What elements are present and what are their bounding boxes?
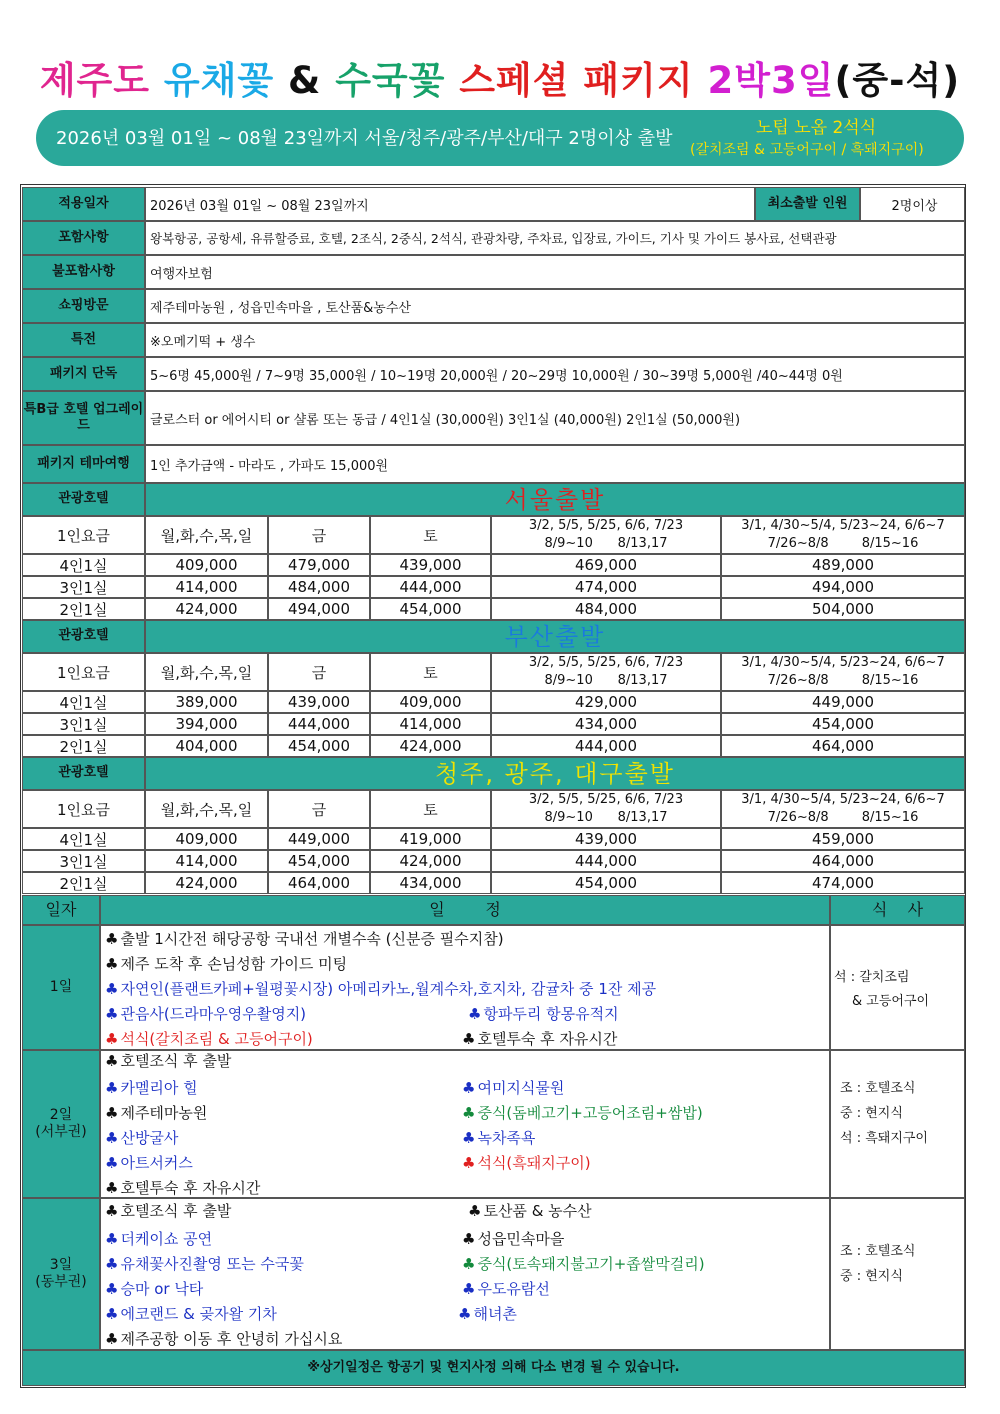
price-cell: 414,000 bbox=[145, 850, 268, 872]
title-part: (중-석) bbox=[834, 59, 961, 102]
saturday-header: 토 bbox=[370, 790, 491, 828]
club-bullet-icon: ♣ bbox=[462, 1079, 476, 1097]
itinerary-text: 석식(흑돼지구이) bbox=[477, 1154, 591, 1172]
price-cell: 464,000 bbox=[268, 872, 370, 894]
itinerary-text: 유채꽃사진촬영 또는 수국꽃 bbox=[120, 1255, 304, 1273]
price-cell: 454,000 bbox=[370, 598, 491, 620]
friday-header: 금 bbox=[268, 516, 370, 554]
price-cell: 434,000 bbox=[370, 872, 491, 894]
price-cell: 439,000 bbox=[268, 691, 370, 713]
price-cell: 454,000 bbox=[268, 735, 370, 757]
info-value: 2026년 03월 01일 ~ 08월 23일까지 bbox=[145, 187, 755, 221]
itinerary-item bbox=[105, 953, 347, 974]
club-bullet-icon: ♣ bbox=[105, 1330, 119, 1348]
itinerary-item bbox=[105, 1328, 342, 1349]
itinerary-item bbox=[105, 1127, 178, 1148]
itinerary-text: 성읍민속마을 bbox=[477, 1230, 565, 1248]
price-cell: 494,000 bbox=[721, 576, 965, 598]
price-cell: 409,000 bbox=[145, 828, 268, 850]
price-cell: 454,000 bbox=[721, 713, 965, 735]
hotel-label: 관광호텔 bbox=[22, 483, 145, 516]
price-cell: 444,000 bbox=[268, 713, 370, 735]
day-label: 2일 bbox=[49, 1106, 73, 1123]
club-bullet-icon: ♣ bbox=[105, 980, 119, 998]
title-part: 스페셜 패키지 bbox=[459, 59, 708, 102]
price-cell: 409,000 bbox=[145, 554, 268, 576]
price-cell: 459,000 bbox=[721, 828, 965, 850]
info-label: 적용일자 bbox=[22, 187, 145, 221]
info-label: 특B급 호텔 업그레이드 bbox=[22, 391, 145, 445]
club-bullet-icon: ♣ bbox=[105, 1030, 119, 1048]
meal-text: 조 : 호텔조식 bbox=[840, 1081, 916, 1096]
room-type: 3인1실 bbox=[22, 713, 145, 735]
price-cell: 439,000 bbox=[370, 554, 491, 576]
club-bullet-icon: ♣ bbox=[105, 1255, 119, 1273]
price-cell: 449,000 bbox=[268, 828, 370, 850]
club-bullet-icon: ♣ bbox=[105, 930, 119, 948]
title-part: 제주도 bbox=[39, 59, 164, 102]
itinerary-item bbox=[105, 1152, 193, 1173]
itinerary-text: 카멜리아 힐 bbox=[120, 1079, 198, 1097]
itinerary-item bbox=[458, 1303, 517, 1324]
info-value: 제주테마농원 , 성읍민속마을 , 토산품&농수산 bbox=[145, 289, 965, 323]
itinerary-item bbox=[462, 1077, 564, 1098]
hotel-label: 관광호텔 bbox=[22, 757, 145, 790]
weekday-header: 월,화,수,목,일 bbox=[145, 653, 268, 691]
price-cell: 389,000 bbox=[145, 691, 268, 713]
price-cell: 424,000 bbox=[370, 735, 491, 757]
info-label: 포함사항 bbox=[22, 221, 145, 255]
friday-header: 금 bbox=[268, 653, 370, 691]
day-cell bbox=[22, 1198, 100, 1350]
itinerary-text: 에코랜드 & 곶자왈 기차 bbox=[120, 1305, 277, 1323]
day-label: 1일 bbox=[49, 978, 73, 995]
itinerary-text: 호텔투숙 후 자유시간 bbox=[120, 1179, 261, 1197]
departure-city: 서울출발 bbox=[145, 483, 965, 516]
club-bullet-icon: ♣ bbox=[105, 1129, 119, 1147]
club-bullet-icon: ♣ bbox=[458, 1305, 472, 1323]
info-value: 여행자보험 bbox=[145, 255, 965, 289]
price-cell: 484,000 bbox=[491, 598, 721, 620]
saturday-header: 토 bbox=[370, 516, 491, 554]
day-region: (동부권) bbox=[35, 1274, 87, 1290]
itinerary-item bbox=[105, 1050, 231, 1071]
price-cell: 444,000 bbox=[491, 850, 721, 872]
itinerary-text: 승마 or 낙타 bbox=[120, 1280, 204, 1298]
price-cell: 409,000 bbox=[370, 691, 491, 713]
price-cell: 434,000 bbox=[491, 713, 721, 735]
min-departure-label: 최소출발 인원 bbox=[755, 187, 860, 221]
itinerary-item bbox=[462, 1278, 550, 1299]
club-bullet-icon: ♣ bbox=[462, 1280, 476, 1298]
info-label: 쇼핑방문 bbox=[22, 289, 145, 323]
price-cell: 494,000 bbox=[268, 598, 370, 620]
club-bullet-icon: ♣ bbox=[462, 1255, 476, 1273]
schedule-header: 일 정 bbox=[100, 895, 830, 925]
itinerary-item bbox=[462, 1228, 564, 1249]
price-cell: 444,000 bbox=[370, 576, 491, 598]
itinerary-text: 산방굴사 bbox=[120, 1129, 179, 1147]
info-value: ※오메기떡 + 생수 bbox=[145, 323, 965, 357]
room-type: 2인1실 bbox=[22, 735, 145, 757]
banner-main-text: 2026년 03월 01일 ~ 08월 23일까지 서울/청주/광주/부산/대구 2명이상 출발 bbox=[56, 128, 673, 149]
per-person-label: 1인요금 bbox=[22, 790, 145, 828]
min-departure-value: 2명이상 bbox=[860, 187, 965, 221]
meal-text: 석 : 갈치조림 bbox=[834, 970, 910, 985]
itinerary-text: 석식(갈치조림 & 고등어구이) bbox=[120, 1030, 313, 1048]
itinerary-text: 제주 도착 후 손님성함 가이드 미팅 bbox=[120, 955, 348, 973]
hotel-label: 관광호텔 bbox=[22, 620, 145, 653]
meal-cell bbox=[830, 1050, 965, 1198]
day-region: (서부권) bbox=[35, 1124, 87, 1140]
info-label: 불포함사항 bbox=[22, 255, 145, 289]
price-cell: 469,000 bbox=[491, 554, 721, 576]
itinerary-text: 자연인(플랜트카페+월평꽃시장) 아메리카노,월계수차,호지차, 감귤차 중 1잔 제공 bbox=[120, 980, 657, 998]
club-bullet-icon: ♣ bbox=[105, 1305, 119, 1323]
meal-cell bbox=[830, 925, 965, 1050]
peak-dates-header: 3/2, 5/5, 5/25, 6/6, 7/23 8/9~10 8/13,17 bbox=[491, 790, 721, 828]
club-bullet-icon: ♣ bbox=[468, 1202, 482, 1220]
itinerary-item bbox=[105, 978, 656, 999]
itinerary-text: 중식(돔베고기+고등어조림+쌈밥) bbox=[477, 1104, 703, 1122]
title-part: & bbox=[288, 59, 336, 102]
meal-text: 조 : 호텔조식 bbox=[840, 1244, 916, 1259]
peak-dates-header: 3/1, 4/30~5/4, 5/23~24, 6/6~7 7/26~8/8 8/15~16 bbox=[721, 516, 965, 554]
itinerary-item bbox=[105, 1003, 306, 1024]
itinerary-item bbox=[462, 1253, 705, 1274]
itinerary-item bbox=[105, 928, 504, 949]
itinerary-text: 중식(토속돼지불고기+좁쌀막걸리) bbox=[477, 1255, 705, 1273]
club-bullet-icon: ♣ bbox=[105, 1154, 119, 1172]
info-value: 1인 추가금액 - 마라도 , 가파도 15,000원 bbox=[145, 445, 965, 483]
price-cell: 484,000 bbox=[268, 576, 370, 598]
itinerary-item bbox=[105, 1177, 260, 1198]
banner-no-tip-text: 노팁 노옵 2석식 bbox=[756, 118, 877, 138]
club-bullet-icon: ♣ bbox=[105, 1202, 119, 1220]
price-cell: 419,000 bbox=[370, 828, 491, 850]
club-bullet-icon: ♣ bbox=[105, 1104, 119, 1122]
club-bullet-icon: ♣ bbox=[462, 1129, 476, 1147]
price-cell: 429,000 bbox=[491, 691, 721, 713]
itinerary-text: 출발 1시간전 해당공항 국내선 개별수속 (신분증 필수지참) bbox=[120, 930, 504, 948]
departure-city: 부산출발 bbox=[145, 620, 965, 653]
room-type: 4인1실 bbox=[22, 691, 145, 713]
itinerary-text: 제주공항 이동 후 안녕히 가십시요 bbox=[120, 1330, 343, 1348]
price-cell: 464,000 bbox=[721, 735, 965, 757]
price-cell: 474,000 bbox=[721, 872, 965, 894]
info-value: 5~6명 45,000원 / 7~9명 35,000원 / 10~19명 20,000원 / 20~29명 10,000원 / 30~39명 5,000원 /40~44명 0원 bbox=[145, 357, 965, 391]
club-bullet-icon: ♣ bbox=[105, 1230, 119, 1248]
club-bullet-icon: ♣ bbox=[105, 1079, 119, 1097]
itinerary-item bbox=[105, 1077, 198, 1098]
room-type: 3인1실 bbox=[22, 850, 145, 872]
itinerary-item bbox=[462, 1152, 591, 1173]
itinerary-item bbox=[105, 1200, 231, 1221]
itinerary-text: 더케이쇼 공연 bbox=[120, 1230, 213, 1248]
meal-text: 중 : 현지식 bbox=[840, 1106, 903, 1121]
meal-header: 식 사 bbox=[830, 895, 965, 925]
price-cell: 489,000 bbox=[721, 554, 965, 576]
info-label: 패키지 테마여행 bbox=[22, 445, 145, 483]
itinerary-text: 항파두리 항몽유적지 bbox=[483, 1005, 619, 1023]
price-cell: 414,000 bbox=[145, 576, 268, 598]
price-cell: 464,000 bbox=[721, 850, 965, 872]
per-person-label: 1인요금 bbox=[22, 516, 145, 554]
club-bullet-icon: ♣ bbox=[462, 1154, 476, 1172]
day-cell bbox=[22, 925, 100, 1050]
footer-note: ※상기일정은 항공기 및 현지사정 의해 다소 변경 될 수 있습니다. bbox=[22, 1350, 965, 1386]
price-cell: 404,000 bbox=[145, 735, 268, 757]
title-part: 2박3일 bbox=[707, 59, 835, 102]
price-cell: 444,000 bbox=[491, 735, 721, 757]
itinerary-text: 토산품 & 농수산 bbox=[483, 1202, 592, 1220]
club-bullet-icon: ♣ bbox=[462, 1104, 476, 1122]
meal-text: 석 : 흑돼지구이 bbox=[840, 1131, 928, 1146]
itinerary-text: 여미지식물원 bbox=[477, 1079, 565, 1097]
itinerary-item bbox=[105, 1253, 304, 1274]
weekday-header: 월,화,수,목,일 bbox=[145, 790, 268, 828]
price-cell: 424,000 bbox=[145, 872, 268, 894]
club-bullet-icon: ♣ bbox=[105, 1005, 119, 1023]
price-cell: 424,000 bbox=[370, 850, 491, 872]
page-title bbox=[0, 50, 1000, 104]
price-cell: 424,000 bbox=[145, 598, 268, 620]
price-cell: 414,000 bbox=[370, 713, 491, 735]
itinerary-text: 호텔조식 후 출발 bbox=[120, 1202, 232, 1220]
itinerary-item bbox=[468, 1003, 619, 1024]
club-bullet-icon: ♣ bbox=[462, 1230, 476, 1248]
itinerary-item bbox=[105, 1028, 313, 1049]
price-cell: 394,000 bbox=[145, 713, 268, 735]
itinerary-item bbox=[468, 1200, 592, 1221]
price-cell: 504,000 bbox=[721, 598, 965, 620]
club-bullet-icon: ♣ bbox=[468, 1005, 482, 1023]
schedule-cell bbox=[100, 1050, 830, 1198]
info-label: 특전 bbox=[22, 323, 145, 357]
itinerary-text: 관음사(드라마우영우촬영지) bbox=[120, 1005, 307, 1023]
saturday-header: 토 bbox=[370, 653, 491, 691]
meal-text: 중 : 현지식 bbox=[840, 1269, 903, 1284]
itinerary-text: 아트서커스 bbox=[120, 1154, 193, 1172]
room-type: 2인1실 bbox=[22, 872, 145, 894]
itinerary-item bbox=[105, 1278, 203, 1299]
club-bullet-icon: ♣ bbox=[105, 955, 119, 973]
banner-dinner-text: (갈치조림 & 고등어구이 / 흑돼지구이) bbox=[690, 142, 924, 158]
title-part: 수국꽃 bbox=[335, 59, 460, 102]
title-part: 유채꽃 bbox=[163, 59, 289, 102]
itinerary-item bbox=[105, 1303, 277, 1324]
info-value: 글로스터 or 에어시티 or 샬롬 또는 동급 / 4인1실 (30,000원) 3인1실 (40,000원) 2인1실 (50,000원) bbox=[145, 391, 965, 445]
price-cell: 439,000 bbox=[491, 828, 721, 850]
itinerary-text: 우도유람선 bbox=[477, 1280, 550, 1298]
day-label: 3일 bbox=[49, 1256, 73, 1273]
weekday-header: 월,화,수,목,일 bbox=[145, 516, 268, 554]
info-label: 패키지 단독 bbox=[22, 357, 145, 391]
price-cell: 474,000 bbox=[491, 576, 721, 598]
meal-text: & 고등어구이 bbox=[852, 994, 930, 1009]
day-cell bbox=[22, 1050, 100, 1198]
club-bullet-icon: ♣ bbox=[105, 1052, 119, 1070]
itinerary-text: 해녀촌 bbox=[473, 1305, 517, 1323]
departure-city: 청주, 광주, 대구출발 bbox=[145, 757, 965, 790]
peak-dates-header: 3/1, 4/30~5/4, 5/23~24, 6/6~7 7/26~8/8 8/15~16 bbox=[721, 790, 965, 828]
price-cell: 454,000 bbox=[491, 872, 721, 894]
room-type: 3인1실 bbox=[22, 576, 145, 598]
club-bullet-icon: ♣ bbox=[462, 1030, 476, 1048]
room-type: 2인1실 bbox=[22, 598, 145, 620]
club-bullet-icon: ♣ bbox=[105, 1179, 119, 1197]
price-cell: 449,000 bbox=[721, 691, 965, 713]
club-bullet-icon: ♣ bbox=[105, 1280, 119, 1298]
itinerary-text: 호텔투숙 후 자유시간 bbox=[477, 1030, 618, 1048]
period-banner bbox=[36, 110, 964, 166]
itinerary-item bbox=[105, 1102, 207, 1123]
room-type: 4인1실 bbox=[22, 828, 145, 850]
price-cell: 454,000 bbox=[268, 850, 370, 872]
peak-dates-header: 3/2, 5/5, 5/25, 6/6, 7/23 8/9~10 8/13,17 bbox=[491, 516, 721, 554]
friday-header: 금 bbox=[268, 790, 370, 828]
itinerary-text: 호텔조식 후 출발 bbox=[120, 1052, 232, 1070]
itinerary-item bbox=[462, 1102, 703, 1123]
price-cell: 479,000 bbox=[268, 554, 370, 576]
itinerary-text: 제주테마농원 bbox=[120, 1104, 208, 1122]
peak-dates-header: 3/1, 4/30~5/4, 5/23~24, 6/6~7 7/26~8/8 8/15~16 bbox=[721, 653, 965, 691]
itinerary-text: 녹차족욕 bbox=[477, 1129, 536, 1147]
peak-dates-header: 3/2, 5/5, 5/25, 6/6, 7/23 8/9~10 8/13,17 bbox=[491, 653, 721, 691]
itinerary-item bbox=[105, 1228, 212, 1249]
per-person-label: 1인요금 bbox=[22, 653, 145, 691]
day-header: 일자 bbox=[22, 895, 100, 925]
room-type: 4인1실 bbox=[22, 554, 145, 576]
itinerary-item bbox=[462, 1127, 535, 1148]
info-value: 왕복항공, 공항세, 유류할증료, 호텔, 2조식, 2중식, 2석식, 관광차량, 주차료, 입장료, 가이드, 기사 및 가이드 봉사료, 선택관광 bbox=[145, 221, 965, 255]
itinerary-item bbox=[462, 1028, 617, 1049]
